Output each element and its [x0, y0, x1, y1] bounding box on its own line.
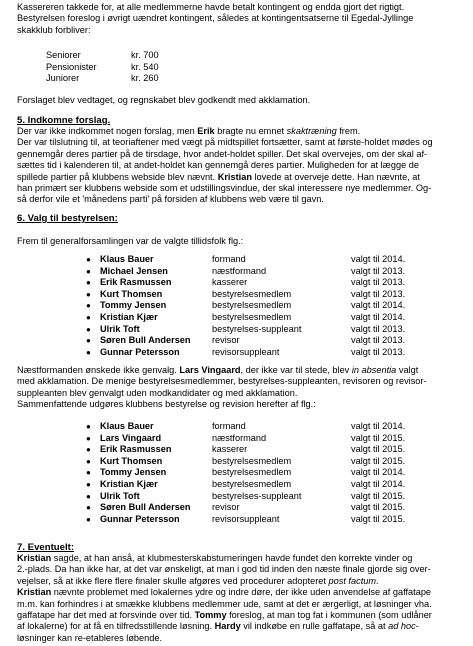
member-term: valgt til 2015. — [351, 432, 406, 443]
member-role: bestyrelsesmedlem — [212, 455, 292, 466]
member-name: Klaus Bauer — [100, 254, 154, 265]
member-role: bestyrelsesmedlem — [212, 467, 292, 478]
board-member-row — [86, 421, 431, 433]
member-role: formand — [212, 254, 246, 265]
body-line: gaffatape har det med at forsvinde over tid. Tommy foreslog, at man tog fat i kommunen (som udlåner — [17, 610, 432, 621]
member-term: valgt til 2013. — [351, 265, 406, 276]
board-table-before — [86, 254, 431, 358]
member-role: kasserer — [212, 444, 248, 455]
member-role: formand — [212, 421, 246, 432]
board-member-row — [86, 502, 431, 514]
member-term: valgt til 2013. — [351, 288, 406, 299]
fee-name: Seniorer — [46, 50, 81, 60]
body-line: spillede partier på klubbens webside blev nævnt. Kristian lovede at overveje dette. Han nævnte, at — [17, 171, 420, 182]
member-role: kasserer — [212, 277, 248, 288]
section-7-heading: 7. Eventuelt: — [17, 542, 75, 553]
board-member-row — [86, 433, 431, 445]
member-name: Ulrik Toft — [100, 490, 140, 501]
board-member-row — [86, 289, 431, 301]
member-name: Ulrik Toft — [100, 323, 140, 334]
member-role: revisorsuppleant — [212, 513, 280, 524]
member-role: bestyrelsesmedlem — [212, 312, 292, 323]
body-line: Sammenfattende udgøres klubbens bestyrelse og revision herefter af flg.: — [17, 399, 316, 410]
fee-row — [46, 62, 191, 74]
member-name: Kurt Thomsen — [100, 288, 163, 299]
board-member-row — [86, 324, 431, 336]
body-line: han primært ser klubbens webside som et udstillingsvindue, der skal interessere nye medlemmer. Og- — [17, 183, 432, 194]
member-term: valgt til 2013. — [351, 323, 406, 334]
board-member-row — [86, 300, 431, 312]
member-term: valgt til 2013. — [351, 335, 406, 346]
member-name: Kurt Thomsen — [100, 455, 163, 466]
section-5-body — [17, 126, 459, 206]
section-6-middle — [17, 365, 459, 411]
bullet-icon: ● — [86, 445, 91, 455]
member-name: Søren Bull Andersen — [100, 502, 191, 513]
board-member-row — [86, 514, 431, 526]
body-line: suppleanten blev genvalgt uden modkandidater og med akklamation. — [17, 387, 298, 398]
bullet-icon: ● — [86, 324, 91, 334]
body-line: Der var ikke indkommet nogen forslag, men Erik bragte nu emnet skaktræning frem. — [17, 126, 361, 136]
board-member-row — [86, 277, 431, 289]
body-line: gennemgår deres partier på de tirsdage, hvor andet-holdet spiller. Det skal overvejes, om der skal af- — [17, 148, 428, 159]
intro-line: Bestyrelsen foreslog i øvrigt uændret kontingent, således at kontingentsatserne til Egedal-Jyllinge — [17, 13, 414, 24]
member-term: valgt til 2014. — [351, 254, 406, 265]
member-name: Gunnar Petersson — [100, 513, 180, 524]
body-line: med akklamation. De menige bestyrelsesmedlemmer, bestyrelses-suppleanten, revisoren og revisor- — [17, 376, 427, 387]
member-term: valgt til 2014. — [351, 421, 406, 432]
member-role: bestyrelses-suppleant — [212, 490, 302, 501]
member-name: Kristian Kjær — [100, 479, 158, 490]
member-name: Erik Rasmussen — [100, 444, 172, 455]
body-line: så derfor vile et 'månedens parti' på forsiden af klubbens web være til gavn. — [17, 194, 324, 205]
member-term: valgt til 2013. — [351, 346, 406, 357]
fee-amount: kr. 700 — [131, 50, 159, 60]
member-name: Tommy Jensen — [100, 467, 167, 478]
fee-table — [46, 50, 191, 85]
member-name: Lars Vingaard — [100, 432, 162, 443]
bullet-icon: ● — [86, 456, 91, 466]
member-role: revisor — [212, 502, 240, 513]
member-name: Søren Bull Andersen — [100, 335, 191, 346]
body-line: 2.-plads. Da han ikke har, at det var ønskeligt, at man i god tid inden den næste finale gjorde sig over- — [17, 564, 431, 575]
member-term: valgt til 2014. — [351, 300, 406, 311]
bullet-icon: ● — [86, 278, 91, 288]
member-term: valgt til 2014. — [351, 467, 406, 478]
member-role: bestyrelses-suppleant — [212, 323, 302, 334]
bullet-icon: ● — [86, 289, 91, 299]
member-role: bestyrelsesmedlem — [212, 479, 292, 490]
member-term: valgt til 2015. — [351, 502, 406, 513]
member-role: bestyrelsesmedlem — [212, 288, 292, 299]
board-member-row — [86, 312, 431, 324]
member-name: Gunnar Petersson — [100, 346, 180, 357]
board-table-after — [86, 421, 431, 525]
section-6-heading: 6. Valg til bestyrelsen: — [17, 213, 118, 224]
fee-amount: kr. 260 — [131, 73, 159, 83]
member-name: Kristian Kjær — [100, 312, 158, 323]
section-6-intro: Frem til generalforsamlingen var de valgte tillidsfolk flg.: — [17, 236, 244, 246]
intro-line: Kassereren takkede for, at alle medlemmerne havde betalt kontingent og endda gjort det rigtigt. — [17, 2, 405, 12]
body-line: m.m. kan forhindres i at smække klubbens medlemmer ude, samt at det er ærgerligt, at løsninger vha. — [17, 598, 432, 609]
member-name: Erik Rasmussen — [100, 277, 172, 288]
board-member-row — [86, 347, 431, 359]
body-line: Der var tilslutning til, at teoriaftener med vægt på midtspillet fortsætter, samt at første-holdet mødes og — [17, 137, 433, 148]
board-member-row — [86, 335, 431, 347]
fee-row — [46, 73, 191, 85]
member-term: valgt til 2014. — [351, 479, 406, 490]
fee-name: Pensionister — [46, 61, 97, 72]
board-member-row — [86, 456, 431, 468]
board-member-row — [86, 491, 431, 503]
fee-amount: kr. 540 — [131, 61, 159, 72]
board-member-row — [86, 444, 431, 456]
section-5-heading: 5. Indkomne forslag. — [17, 115, 111, 126]
bullet-icon: ● — [86, 347, 91, 357]
bullet-icon: ● — [86, 422, 91, 432]
body-line: Kristian sagde, at han anså, at klubmesterskabsturneringen havde fundet den korrekte vinder og — [17, 553, 413, 563]
bullet-icon: ● — [86, 336, 91, 346]
bullet-icon: ● — [86, 266, 91, 276]
fees-conclusion: Forslaget blev vedtaget, og regnskabet blev godkendt med akklamation. — [17, 95, 311, 105]
intro-paragraph — [17, 2, 459, 36]
fee-row — [46, 50, 191, 62]
intro-line: skakklub forbliver: — [17, 24, 91, 35]
bullet-icon: ● — [86, 491, 91, 501]
bullet-icon: ● — [86, 503, 91, 513]
board-member-row — [86, 467, 431, 479]
member-role: revisorsuppleant — [212, 346, 280, 357]
member-term: valgt til 2014. — [351, 312, 406, 323]
body-line: af lokalerne) for at få en tilfredsstillende løsning. Hardy vil indkøbe en rulle gaffatape, så at ad hoc- — [17, 621, 419, 632]
member-role: næstformand — [212, 432, 267, 443]
body-line: løsninger kan re-etableres løbende. — [17, 632, 163, 643]
member-role: bestyrelsesmedlem — [212, 300, 292, 311]
body-line: Kristian nævnte problemet med lokalernes ydre og indre døre, der ikke uden anvendelse af gaffatape — [17, 587, 432, 598]
bullet-icon: ● — [86, 301, 91, 311]
member-term: valgt til 2015. — [351, 444, 406, 455]
member-term: valgt til 2015. — [351, 490, 406, 501]
bullet-icon: ● — [86, 313, 91, 323]
member-role: næstformand — [212, 265, 267, 276]
member-name: Tommy Jensen — [100, 300, 167, 311]
member-term: valgt til 2015. — [351, 513, 406, 524]
bullet-icon: ● — [86, 480, 91, 490]
board-member-row — [86, 254, 431, 266]
member-name: Michael Jensen — [100, 265, 168, 276]
body-line: vejelser, så at ikke flere flere finaler skulle afgøres ved procedurer adopteret post factum. — [17, 575, 379, 586]
bullet-icon: ● — [86, 255, 91, 265]
member-term: valgt til 2015. — [351, 455, 406, 466]
section-7-body — [17, 553, 459, 644]
bullet-icon: ● — [86, 468, 91, 478]
member-role: revisor — [212, 335, 240, 346]
bullet-icon: ● — [86, 433, 91, 443]
bullet-icon: ● — [86, 514, 91, 524]
board-member-row — [86, 479, 431, 491]
body-line: sættes tid i kalenderen til, at andet-holdet kan gennemgå deres partier. Muligheden for at lægge de — [17, 160, 419, 171]
member-name: Klaus Bauer — [100, 421, 154, 432]
fee-name: Juniorer — [46, 73, 80, 83]
body-line: Næstformanden ønskede ikke genvalg. Lars Vingaard, der ikke var til stede, blev in absentia valgt — [17, 365, 419, 375]
board-member-row — [86, 266, 431, 278]
member-term: valgt til 2013. — [351, 277, 406, 288]
